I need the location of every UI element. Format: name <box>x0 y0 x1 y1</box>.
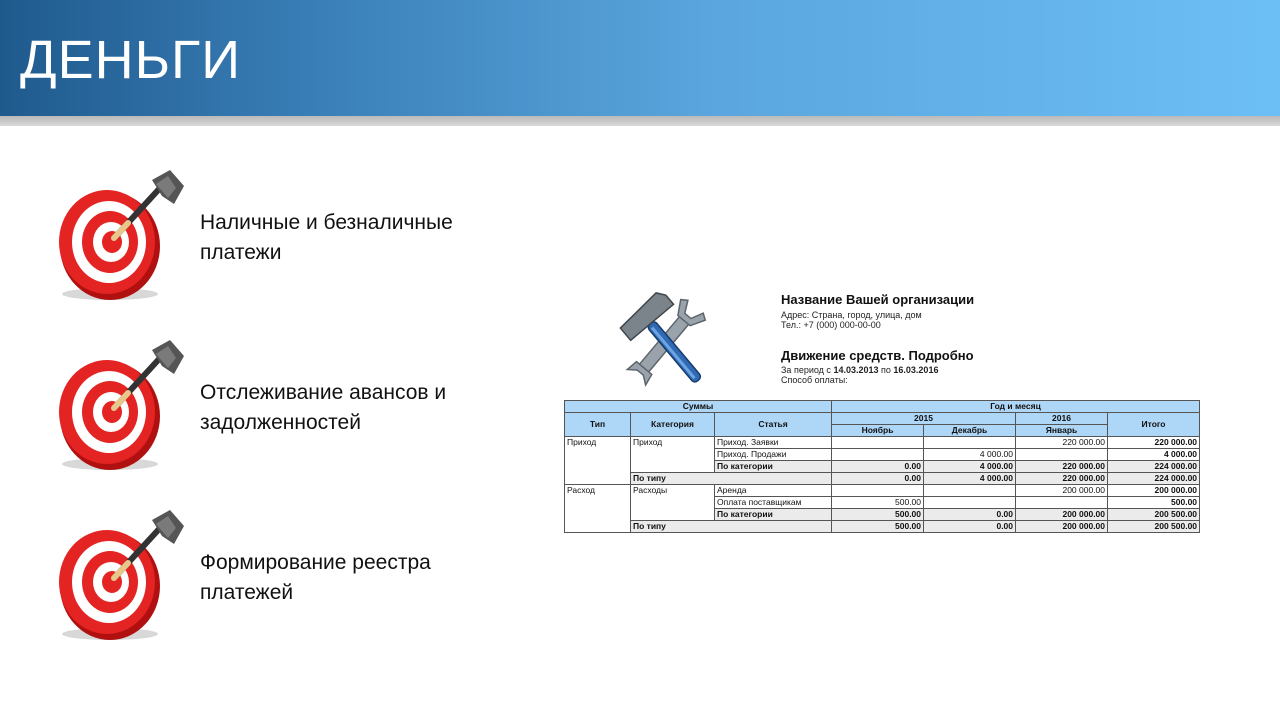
value-cell: 200 000.00 <box>1016 521 1108 533</box>
period-prefix: За период с <box>781 365 831 375</box>
type-cell: Приход <box>565 437 631 473</box>
target-icon <box>48 336 188 476</box>
month-jan: Январь <box>1016 425 1108 437</box>
value-cell <box>1016 497 1108 509</box>
bullet-text: Формирование реестра платежей <box>200 551 431 604</box>
type-total-label: По типу <box>631 521 832 533</box>
col-article: Статья <box>715 413 832 437</box>
period-to: 16.03.2016 <box>893 365 939 375</box>
value-cell <box>924 497 1016 509</box>
type-total-label: По типу <box>631 473 832 485</box>
value-cell <box>1016 449 1108 461</box>
value-cell: 500.00 <box>832 497 924 509</box>
total-cell: 500.00 <box>1108 497 1200 509</box>
value-cell: 4 000.00 <box>924 449 1016 461</box>
table-row <box>565 485 1200 497</box>
table-header-row <box>565 401 1200 413</box>
value-cell: 500.00 <box>832 521 924 533</box>
category-cell: Расходы <box>631 485 715 521</box>
type-cell-empty <box>565 473 631 485</box>
year-2015: 2015 <box>832 413 1016 425</box>
table-header-row <box>565 413 1200 425</box>
value-cell: 4 000.00 <box>924 461 1016 473</box>
value-cell <box>832 437 924 449</box>
table-row-type-total <box>565 521 1200 533</box>
total-cell: 224 000.00 <box>1108 473 1200 485</box>
target-icon <box>48 166 188 306</box>
report-preview <box>564 290 1204 550</box>
bullet-item <box>48 336 518 476</box>
month-nov: Ноябрь <box>832 425 924 437</box>
value-cell: 4 000.00 <box>924 473 1016 485</box>
value-cell: 0.00 <box>924 521 1016 533</box>
org-phone: Тел.: +7 (000) 000-00-00 <box>781 320 881 330</box>
total-cell: 224 000.00 <box>1108 461 1200 473</box>
bullet-text: Отслеживание авансов и задолженностей <box>200 381 447 434</box>
value-cell: 0.00 <box>832 473 924 485</box>
slide-title: ДЕНЬГИ <box>20 30 242 90</box>
value-cell: 0.00 <box>924 509 1016 521</box>
value-cell: 200 000.00 <box>1016 485 1108 497</box>
table-row-type-total <box>565 473 1200 485</box>
tools-icon <box>610 292 722 392</box>
value-cell <box>832 485 924 497</box>
value-cell: 220 000.00 <box>1016 461 1108 473</box>
article-cell: Аренда <box>715 485 832 497</box>
org-address: Адрес: Страна, город, улица, дом <box>781 310 922 320</box>
header-divider <box>0 116 1280 126</box>
subtotal-label: По категории <box>715 509 832 521</box>
payment-method: Способ оплаты: <box>781 375 848 385</box>
bullet-item <box>48 166 518 306</box>
report-table <box>564 400 1200 533</box>
org-name: Название Вашей организации <box>781 292 975 307</box>
value-cell: 500.00 <box>832 509 924 521</box>
value-cell: 0.00 <box>832 461 924 473</box>
report-period <box>781 365 938 375</box>
col-type: Тип <box>565 413 631 437</box>
bullet-item <box>48 506 518 646</box>
period-from: 14.03.2013 <box>833 365 879 375</box>
value-cell: 220 000.00 <box>1016 437 1108 449</box>
category-cell: Приход <box>631 437 715 473</box>
total-cell: 200 000.00 <box>1108 485 1200 497</box>
type-cell: Расход <box>565 485 631 521</box>
report-title: Движение средств. Подробно <box>781 348 974 363</box>
article-cell: Приход. Продажи <box>715 449 832 461</box>
table-row <box>565 437 1200 449</box>
col-category: Категория <box>631 413 715 437</box>
header-year-month: Год и месяц <box>832 401 1200 413</box>
total-cell: 200 500.00 <box>1108 521 1200 533</box>
header-sums: Суммы <box>565 401 832 413</box>
value-cell: 200 000.00 <box>1016 509 1108 521</box>
value-cell <box>924 485 1016 497</box>
subtotal-label: По категории <box>715 461 832 473</box>
value-cell <box>832 449 924 461</box>
total-cell: 220 000.00 <box>1108 437 1200 449</box>
article-cell: Приход. Заявки <box>715 437 832 449</box>
total-cell: 200 500.00 <box>1108 509 1200 521</box>
value-cell <box>924 437 1016 449</box>
target-icon <box>48 506 188 646</box>
value-cell: 220 000.00 <box>1016 473 1108 485</box>
col-total: Итого <box>1108 413 1200 437</box>
total-cell: 4 000.00 <box>1108 449 1200 461</box>
type-cell-empty <box>565 521 631 533</box>
period-mid: по <box>881 365 891 375</box>
bullet-text: Наличные и безналичные платежи <box>200 211 453 264</box>
month-dec: Декабрь <box>924 425 1016 437</box>
article-cell: Оплата поставщикам <box>715 497 832 509</box>
year-2016: 2016 <box>1016 413 1108 425</box>
